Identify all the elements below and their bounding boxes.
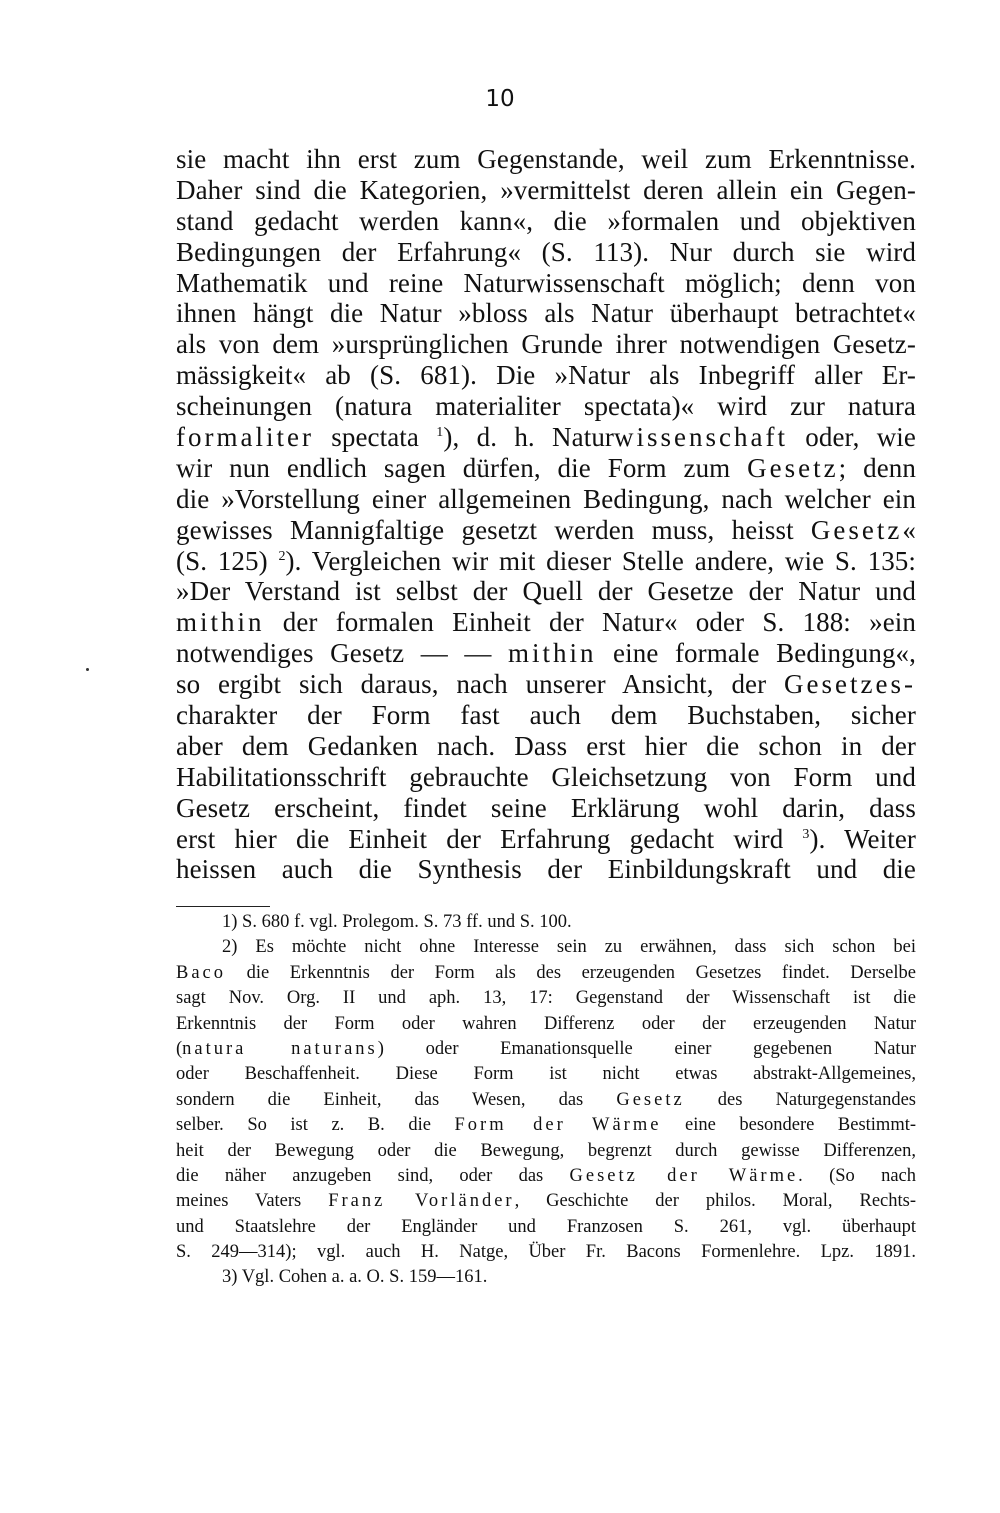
- text-line: Gesetz erscheint, findet seine Erklärung wohl darin, dass: [176, 792, 916, 823]
- spaced-word: Franz Vorländer: [328, 1191, 515, 1212]
- spaced-word: Gesetzes-: [784, 669, 916, 700]
- footnote-2-line: [176, 1037, 916, 1062]
- spaced-word: Form der Wärme: [454, 1115, 662, 1136]
- text-line: charakter der Form fast auch dem Buchstaben, sicher: [176, 700, 916, 731]
- text-run: notwendiges Gesetz — —: [176, 638, 508, 669]
- spaced-word: Gesetz: [616, 1089, 685, 1110]
- text-run: oder, wie: [788, 422, 916, 453]
- text-line: ihnen hängt die Natur »bloss als Natur überhaupt betrachtet«: [176, 298, 916, 329]
- text-line: heissen auch die Synthesis der Einbildungskraft und die: [176, 854, 916, 885]
- text-line: [176, 546, 916, 577]
- footnote-1: 1) S. 680 f. vgl. Prolegom. S. 73 ff. und S. 100.: [222, 912, 572, 932]
- footnote-2-line: [176, 1164, 916, 1189]
- spaced-word: wissenschaft: [614, 422, 788, 453]
- text-line: sie macht ihn erst zum Gegenstande, weil zum Erkenntnisse.: [176, 144, 916, 174]
- footnote-2-line: Erkenntnis der Form oder wahren Differenz oder der erzeugenden Natur: [176, 1013, 916, 1034]
- text-run: ; denn: [838, 452, 916, 483]
- text-run: selber. So ist z. B. die: [176, 1115, 455, 1136]
- text-run: ) oder Emanationsquelle einer gegebenen Natur: [377, 1038, 916, 1059]
- text-run: (S. 125): [176, 545, 279, 576]
- text-line: als von dem »ursprünglichen Grunde ihrer notwendigen Gesetz-: [176, 329, 916, 360]
- text-run: sondern die Einheit, das Wesen, das: [176, 1089, 617, 1110]
- text-line: Habilitationsschrift gebrauchte Gleichsetzung von Form und: [176, 761, 916, 792]
- text-run: eine besondere Bestimmt-: [661, 1115, 917, 1136]
- text-run: erst hier die Einheit der Erfahrung gedacht wird: [176, 823, 803, 854]
- text-line: [176, 824, 916, 855]
- text-run: , Geschichte der philos. Moral, Rechts-: [514, 1191, 916, 1212]
- footnote-2-line: heit der Bewegung oder die Bewegung, begrenzt durch gewisse Differenzen,: [176, 1140, 916, 1161]
- text-run: ), d. h. Natur: [443, 422, 615, 453]
- spaced-word: Baco: [176, 962, 227, 983]
- footnote-2-line: [176, 961, 916, 986]
- footnote-2-line: und Staatslehre der Engländer und Franzosen S. 261, vgl. überhaupt: [176, 1216, 916, 1237]
- text-run: der formalen Einheit der Natur« oder S. 188: »ein: [264, 607, 916, 638]
- footnote-2-line: [176, 1113, 916, 1138]
- text-line: [176, 515, 916, 546]
- text-run: . (So nach: [798, 1165, 916, 1186]
- footnote-divider: [176, 906, 270, 907]
- text-run: des Naturgegenstandes: [684, 1089, 916, 1110]
- text-run: ). Weiter: [809, 823, 916, 854]
- text-run: «: [902, 514, 916, 545]
- text-run: meines Vaters: [176, 1191, 329, 1212]
- main-text: [176, 144, 916, 885]
- text-line: stand gedacht werden kann«, die »formalen und objektiven: [176, 205, 916, 236]
- text-run: spectata: [313, 422, 437, 453]
- footnote-ref: 1: [436, 425, 444, 441]
- spaced-word: formaliter: [176, 422, 314, 453]
- text-run: die näher anzugeben sind, oder das: [176, 1165, 570, 1186]
- footnote-2-line: sagt Nov. Org. II und aph. 13, 17: Gegenstand der Wissenschaft ist die: [176, 988, 916, 1009]
- text-run: die Erkenntnis der Form als des erzeugenden Gesetzes findet. Derselbe: [226, 962, 916, 983]
- text-run: (: [176, 1038, 183, 1059]
- footnote-2-line: S. 249—314); vgl. auch H. Natge, Über Fr. Bacons Formenlehre. Lpz. 1891.: [176, 1242, 916, 1263]
- footnote-ref: 3: [802, 826, 810, 842]
- text-run: ). Vergleichen wir mit dieser Stelle andere, wie S. 135:: [285, 545, 916, 576]
- text-line: [176, 638, 916, 669]
- text-line: Mathematik und reine Naturwissenschaft möglich; denn von: [176, 267, 916, 298]
- text-run: eine formale Bedingung«,: [596, 638, 916, 669]
- spaced-word: Gesetz: [810, 514, 903, 545]
- text-line: scheinungen (natura materialiter spectata)« wird zur natura: [176, 391, 916, 422]
- text-line: [176, 453, 916, 484]
- footnote-2-line: oder Beschaffenheit. Diese Form ist nicht etwas abstrakt-Allgemeines,: [176, 1064, 916, 1085]
- footnote-3: 3) Vgl. Cohen a. a. O. S. 159—161.: [222, 1267, 488, 1288]
- text-line: [176, 607, 916, 638]
- footnote-2-line: 2) Es möchte nicht ohne Interesse sein zu erwähnen, dass sich schon bei: [222, 937, 916, 958]
- spaced-word: Gesetz: [747, 452, 839, 483]
- text-line: aber dem Gedanken nach. Dass erst hier die schon in der: [176, 730, 916, 761]
- text-run: wir nun endlich sagen dürfen, die Form zum: [176, 452, 748, 483]
- footnote-2-line: [176, 1189, 916, 1214]
- text-run: so ergibt sich daraus, nach unserer Ansicht, der: [176, 669, 785, 700]
- text-line: die »Vorstellung einer allgemeinen Bedingung, nach welcher ein: [176, 483, 916, 514]
- text-run: gewisses Mannigfaltige gesetzt werden muss, heisst: [176, 514, 811, 545]
- footnote-ref: 2: [278, 548, 286, 564]
- text-line: [176, 422, 916, 453]
- footnotes: [176, 910, 916, 1291]
- footnote-2-line: [176, 1088, 916, 1113]
- spaced-word: mithin: [508, 638, 597, 669]
- text-line: [176, 669, 916, 700]
- text-line: »Der Verstand ist selbst der Quell der Gesetze der Natur und: [176, 576, 916, 607]
- scan-speck: [86, 668, 89, 671]
- text-line: mässigkeit« ab (S. 681). Die »Natur als Inbegriff aller Er-: [176, 360, 916, 391]
- text-line: Bedingungen der Erfahrung« (S. 113). Nur durch sie wird: [176, 236, 916, 267]
- spaced-word: mithin: [176, 607, 265, 638]
- page-number: 10: [485, 86, 515, 112]
- text-line: Daher sind die Kategorien, »vermittelst deren allein ein Gegen-: [176, 174, 916, 205]
- spaced-word: Gesetz der Wärme: [569, 1165, 799, 1186]
- spaced-word: natura naturans: [182, 1038, 378, 1059]
